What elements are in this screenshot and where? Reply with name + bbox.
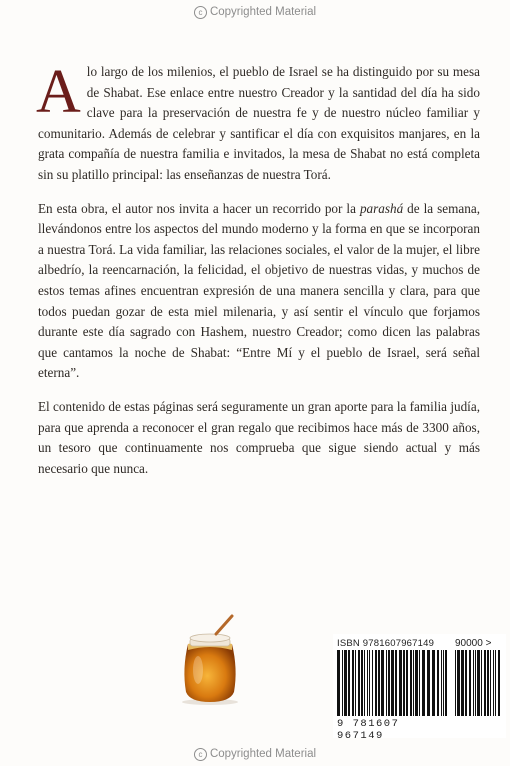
barcode-bar	[399, 650, 402, 716]
barcode-bar	[495, 650, 496, 716]
barcode-bar	[422, 650, 425, 716]
barcode-bar	[381, 650, 384, 716]
barcode-bar	[498, 650, 500, 716]
barcode-bar	[427, 650, 430, 716]
honey-jar-icon	[176, 614, 248, 706]
barcode-bar	[395, 650, 397, 716]
barcode-bar	[403, 650, 405, 716]
barcode-bar	[358, 650, 360, 716]
barcode-bar	[437, 650, 439, 716]
barcode-bar	[375, 650, 377, 716]
barcode-bar	[487, 650, 489, 716]
barcode-bar	[481, 650, 482, 716]
copyright-watermark-bottom: c Copyrighted Material	[0, 748, 510, 761]
intro-paragraph	[36, 58, 480, 186]
barcode-bar	[443, 650, 444, 716]
barcode-bar	[469, 650, 471, 716]
barcode-bar	[344, 650, 347, 716]
barcode-bar	[461, 650, 464, 716]
isbn-barcode	[337, 650, 449, 716]
back-cover-text	[36, 58, 480, 492]
barcode-bar	[477, 650, 480, 716]
barcode-bar	[455, 650, 456, 716]
paragraph-2: En esta obra, el autor nos invita a hacer un recorrido por la parashá de la semana, llevándonos entre los aspectos del mundo moderno y la forma en que se incorporan a nuestra Torá. La vida familiar, las relaciones sociales, el valor de la mujer, el libre albedrío, la reencarnación, la felicidad, el objetivo de nuestras vidas, y muchos de estos temas afines encuentran expresión de una manera sencilla y clara, para que todos puedan gozar de esta miel milenaria, y así sentir el vínculo que forjamos durante este día sagrado con Hashem, nuestro Creador; como dicen las palabras que cantamos la noche de Shabat: “Entre Mí y el pueblo de Israel, será señal eterna”.	[38, 200, 480, 381]
barcode-bar	[367, 650, 368, 716]
barcode-bar	[441, 650, 442, 716]
barcode-bar	[410, 650, 412, 716]
drop-cap: A	[36, 58, 81, 126]
barcode-bar	[445, 650, 447, 716]
barcode-bar	[457, 650, 460, 716]
barcode-bar	[342, 650, 343, 716]
barcode-bar	[473, 650, 474, 716]
barcode-bar	[406, 650, 408, 716]
barcode-bar	[364, 650, 365, 716]
isbn-digits: 9 781607 967149	[337, 718, 400, 742]
barcode-bar	[386, 650, 387, 716]
barcode-bar	[493, 650, 494, 716]
barcode-bar	[355, 650, 356, 716]
barcode-bar	[361, 650, 363, 716]
barcode-bar	[372, 650, 373, 716]
barcode-bar	[415, 650, 418, 716]
barcode-bar	[484, 650, 486, 716]
copyright-icon: c	[194, 748, 207, 761]
barcode-bar	[378, 650, 380, 716]
barcode-bar	[465, 650, 467, 716]
barcode-bar	[391, 650, 394, 716]
price-code: 90000 >	[455, 638, 492, 649]
barcode-bar	[369, 650, 370, 716]
copyright-icon: c	[194, 6, 207, 19]
isbn-label: ISBN 9781607967149	[337, 638, 435, 649]
barcode-bar	[490, 650, 491, 716]
barcode-bar	[388, 650, 390, 716]
copyright-watermark-top: c Copyrighted Material	[0, 6, 510, 19]
barcode-bar	[352, 650, 354, 716]
paragraph-3: El contenido de estas páginas será seguramente un gran aporte para la familia judía, para que aprenda a reconocer el gran regalo que recibimos hace más de 3300 años, un tesoro que continuamente nos comprueba que sigue siendo actual y más necesario que nunca.	[38, 398, 480, 476]
barcode-bar	[475, 650, 476, 716]
barcode-bar	[413, 650, 414, 716]
barcode-bar	[419, 650, 420, 716]
barcode-bar	[348, 650, 350, 716]
price-barcode	[455, 650, 501, 716]
intro-text: lo largo de los milenios, el pueblo de Israel se ha distinguido por su mesa de Shabat. Ese enlace entre nuestro Creador y la santidad del día ha sido clave para la preservación de nuestra fe y de nuestro núcleo familiar y comunitario. Además de celebrar y santificar el día con exquisitos manjares, en la grata compañía de nuestra familia e invitados, la mesa de Shabat no está completa sin su platillo principal: las enseñanzas de nuestra Torá.	[38, 64, 480, 182]
barcode-bar	[337, 650, 340, 716]
barcode-bar	[432, 650, 435, 716]
